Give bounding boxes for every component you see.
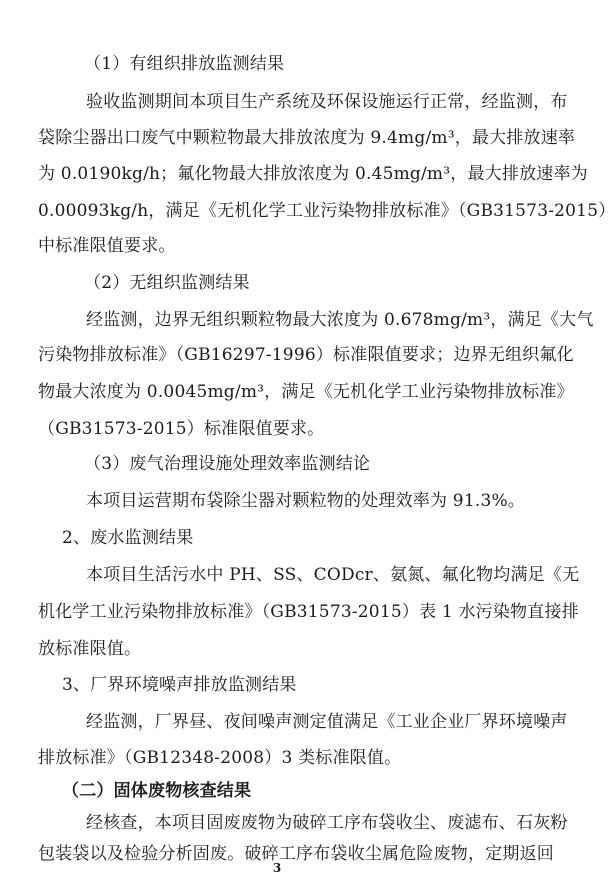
- paragraph-line: 排放标准》（GB12348-2008）3 类标准限值。: [38, 748, 402, 768]
- paragraph-line: 本项目运营期布袋除尘器对颗粒物的处理效率为 91.3%。: [86, 491, 526, 511]
- section-heading-organized-emission: （1）有组织排放监测结果: [84, 54, 285, 74]
- paragraph-line: 中标准限值要求。: [38, 236, 176, 256]
- paragraph-line: 验收监测期间本项目生产系统及环保设施运行正常，经监测，布: [86, 92, 568, 112]
- paragraph-line: 本项目生活污水中 PH、SS、CODcr、氨氮、氟化物均满足《无: [86, 565, 580, 585]
- paragraph-line: 经核查，本项目固废废物为破碎工序布袋收尘、废滤布、石灰粉: [86, 813, 568, 833]
- paragraph-line: 袋除尘器出口废气中颗粒物最大排放浓度为 9.4mg/m³，最大排放速率: [38, 128, 576, 148]
- paragraph-line: 污染物排放标准》（GB16297-1996）标准限值要求；边界无组织氟化: [38, 345, 574, 365]
- paragraph-line: 放标准限值。: [38, 639, 142, 659]
- section-heading-solid-waste: （二）固体废物核查结果: [62, 781, 252, 801]
- section-heading-treatment-efficiency: （3）废气治理设施处理效率监测结论: [84, 454, 371, 474]
- page-number: 3: [272, 861, 282, 875]
- paragraph-line: 包装袋以及检验分析固废。破碎工序布袋收尘属危险废物，定期返回: [38, 844, 554, 864]
- paragraph-line: 经监测，厂界昼、夜间噪声测定值满足《工业企业厂界环境噪声: [86, 712, 568, 732]
- paragraph-line: （GB31573-2015）标准限值要求。: [38, 419, 325, 439]
- section-heading-wastewater: 2、废水监测结果: [62, 528, 194, 548]
- paragraph-line: 物最大浓度为 0.0045mg/m³，满足《无机化学工业污染物排放标准》: [38, 382, 574, 402]
- paragraph-line: 经监测，边界无组织颗粒物最大浓度为 0.678mg/m³，满足《大气: [86, 310, 594, 330]
- paragraph-line: 机化学工业污染物排放标准》（GB31573-2015）表 1 水污染物直接排: [38, 602, 579, 622]
- section-heading-fugitive-monitoring: （2）无组织监测结果: [84, 273, 250, 293]
- section-heading-noise: 3、厂界环境噪声排放监测结果: [62, 675, 297, 695]
- paragraph-line: 0.00093kg/h，满足《无机化学工业污染物排放标准》（GB31573-2015）: [38, 201, 615, 221]
- paragraph-line: 为 0.0190kg/h；氟化物最大排放浓度为 0.45mg/m³，最大排放速率为: [38, 164, 588, 184]
